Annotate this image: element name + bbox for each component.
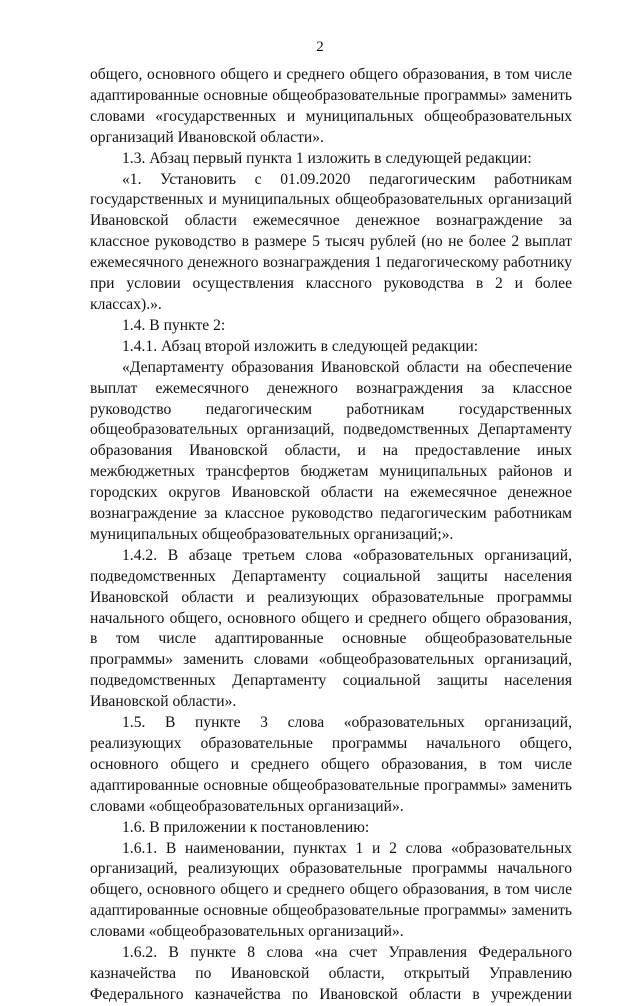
paragraph-1-6: 1.6. В приложении к постановлению: (122, 818, 370, 836)
paragraph-1-6-1: 1.6.1. В наименовании, пунктах 1 и 2 слова «образовательных организаций, реализующих образовательные программы начального общего, основного общего и среднего общего образования, в том числе адаптированные основные общеобразовательные программы» заменить словами «общеобразовательных организаций». (90, 839, 572, 941)
paragraph-1-6-2: 1.6.2. В пункте 8 слова «на счет Управления Федерального казначейства по Ивановской области, открытый Управлению Федерального казначейства по Ивановской области в учреждении (90, 944, 572, 1003)
paragraph-continuation: общего, основного общего и среднего общего образования, в том числе адаптированные основные общеобразовательные программы» заменить словами «государственных и муниципальных общеобразовательных организаций Ивановской области». (90, 66, 572, 146)
document-body (90, 65, 572, 1006)
paragraph-1-3: 1.3. Абзац первый пункта 1 изложить в следующей редакции: (122, 149, 532, 167)
page-number: 2 (316, 39, 324, 55)
paragraph-quote-department: «Департаменту образования Ивановской области на обеспечение выплат ежемесячного денежного вознаграждения за классное руководство педагогическим работникам государственных общеобразовательных организаций, подведомственных Департаменту образования Ивановской области, и на предоставление иных межбюджетных трансфертов бюджетам муниципальных районов и городских округов Ивановской области на ежемесячное денежное вознаграждение за классное руководство педагогическим работникам муниципальных общеобразовательных организаций;». (90, 358, 572, 543)
paragraph-1-4-1: 1.4.1. Абзац второй изложить в следующей редакции: (122, 337, 479, 355)
paragraph-1-5: 1.5. В пункте 3 слова «образовательных организаций, реализующих образовательные программы начального общего, основного общего и среднего общего образования, в том числе адаптированные основные общеобразовательные программы» заменить словами «общеобразовательных организаций». (90, 714, 572, 815)
paragraph-1-4-2: 1.4.2. В абзаце третьем слова «образовательных организаций, подведомственных Департаменту социальной защиты населения Ивановской области и реализующих образовательные программы начального общего, основного общего и среднего общего образования, в том числе адаптированные основные общеобразовательные программы» заменить словами «общеобразовательных организаций, подведомственных Департаменту социальной защиты населения Ивановской области». (90, 546, 572, 711)
paragraph-quote-1: «1. Установить с 01.09.2020 педагогическим работникам государственных и муниципальных общеобразовательных организаций Ивановской области ежемесячное денежное вознаграждение за классное руководство в размере 5 тысяч рублей (но не более 2 выплат ежемесячного денежного вознаграждения 1 педагогическому работнику при условии осуществления классного руководства в 2 и более классах).». (90, 170, 572, 313)
paragraph-1-4: 1.4. В пункте 2: (122, 316, 226, 334)
